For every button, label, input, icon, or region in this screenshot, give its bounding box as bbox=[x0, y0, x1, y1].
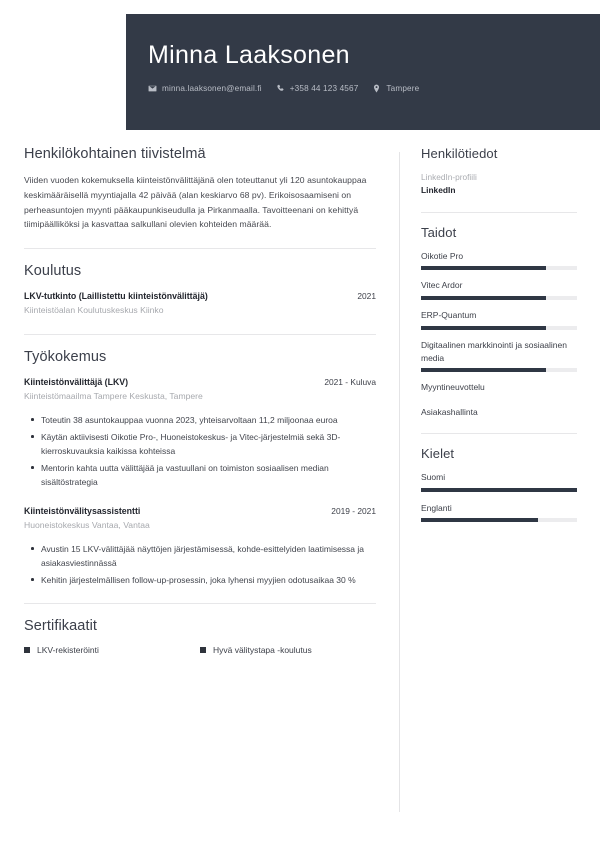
main-column bbox=[24, 146, 376, 655]
certificate-item bbox=[24, 645, 200, 655]
skill-label: Myyntineuvottelu bbox=[421, 382, 485, 393]
experience-entry-head bbox=[24, 376, 376, 389]
language-progress-bar bbox=[421, 488, 577, 492]
certificates-title: Sertifikaatit bbox=[24, 618, 98, 635]
divider bbox=[421, 433, 577, 434]
experience-bullet: Mentorin kahta uutta välittäjää ja vastuullani on toimiston sosiaalisen median sisältöstrategia bbox=[24, 461, 376, 489]
skill-item bbox=[421, 250, 577, 271]
section-summary bbox=[24, 146, 376, 232]
skill-item bbox=[421, 339, 577, 373]
education-entry-head bbox=[24, 290, 376, 303]
certificate-label: LKV-rekisteröinti bbox=[37, 645, 99, 656]
experience-company: Huoneistokeskus Vantaa, Vantaa bbox=[24, 520, 150, 531]
skill-progress-fill bbox=[421, 368, 546, 372]
experience-bullet: Kehitin järjestelmällisen follow-up-prosessin, joka lyhensi myyjien odotusaikaa 30 % bbox=[24, 573, 376, 587]
resume-header bbox=[126, 14, 600, 130]
skill-label: Digitaalinen markkinointi ja sosiaalinen media bbox=[421, 339, 567, 363]
skills-title: Taidot bbox=[421, 224, 457, 240]
language-label: Suomi bbox=[421, 471, 446, 482]
sidebar-column bbox=[421, 146, 577, 532]
contact-phone-text: +358 44 123 4567 bbox=[289, 84, 359, 93]
personal-info-label: LinkedIn-profiili bbox=[421, 172, 477, 182]
section-certificates bbox=[24, 618, 376, 655]
education-entry bbox=[24, 290, 376, 318]
education-title: Koulutus bbox=[24, 263, 82, 280]
experience-bullet: Toteutin 38 asuntokauppaa vuonna 2023, yhteisarvoltaan 11,2 miljoonaa euroa bbox=[24, 413, 376, 427]
divider bbox=[24, 334, 376, 335]
language-item bbox=[421, 471, 577, 492]
experience-title: Työkokemus bbox=[24, 349, 107, 366]
section-languages bbox=[421, 446, 577, 523]
section-skills bbox=[421, 225, 577, 419]
experience-bullets bbox=[24, 542, 376, 587]
section-education bbox=[24, 263, 376, 318]
skill-label: Vitec Ardor bbox=[421, 280, 463, 291]
certificate-item bbox=[200, 645, 376, 655]
skill-item bbox=[421, 279, 577, 300]
education-school: Kiinteistöalan Koulutuskeskus Kiinko bbox=[24, 305, 164, 316]
candidate-name: Minna Laaksonen bbox=[148, 41, 350, 69]
contact-row bbox=[148, 84, 600, 93]
skill-item bbox=[421, 309, 577, 330]
language-progress-fill bbox=[421, 518, 538, 522]
language-label: Englanti bbox=[421, 502, 452, 513]
certificates-grid bbox=[24, 645, 376, 655]
skill-label: Asiakashallinta bbox=[421, 407, 478, 418]
contact-email-text: minna.laaksonen@email.fi bbox=[162, 84, 262, 93]
skill-label: ERP-Quantum bbox=[421, 310, 477, 321]
divider bbox=[421, 212, 577, 213]
contact-phone[interactable] bbox=[276, 84, 359, 93]
experience-role: Kiinteistönvälitysassistentti bbox=[24, 506, 141, 517]
skill-item bbox=[421, 406, 577, 419]
skill-progress-fill bbox=[421, 296, 546, 300]
contact-email[interactable] bbox=[148, 84, 262, 93]
skill-progress-fill bbox=[421, 326, 546, 330]
language-item bbox=[421, 502, 577, 523]
language-progress-fill bbox=[421, 488, 577, 492]
skill-item bbox=[421, 381, 577, 394]
certificate-label: Hyvä välitystapa -koulutus bbox=[213, 645, 312, 656]
education-date: 2021 bbox=[357, 291, 376, 302]
personal-info-value[interactable]: LinkedIn bbox=[421, 185, 456, 196]
contact-location-text: Tampere bbox=[386, 84, 420, 93]
experience-role: Kiinteistönvälittäjä (LKV) bbox=[24, 377, 129, 388]
experience-entry bbox=[24, 505, 376, 587]
section-experience bbox=[24, 349, 376, 587]
personal-info-item bbox=[421, 171, 577, 198]
section-personal-info bbox=[421, 146, 577, 198]
location-pin-icon bbox=[372, 84, 381, 93]
divider bbox=[24, 248, 376, 249]
column-divider bbox=[399, 152, 400, 812]
experience-entry-head bbox=[24, 505, 376, 518]
square-bullet-icon bbox=[24, 647, 30, 653]
email-icon bbox=[148, 84, 157, 93]
square-bullet-icon bbox=[200, 647, 206, 653]
education-degree: LKV-tutkinto (Laillistettu kiinteistönvälittäjä) bbox=[24, 291, 208, 302]
divider bbox=[24, 603, 376, 604]
experience-bullets bbox=[24, 413, 376, 489]
skill-progress-bar bbox=[421, 266, 577, 270]
languages-title: Kielet bbox=[421, 445, 455, 461]
experience-company: Kiinteistömaailma Tampere Keskusta, Tampere bbox=[24, 391, 203, 402]
personal-info-title: Henkilötiedot bbox=[421, 146, 498, 161]
summary-title: Henkilökohtainen tiivistelmä bbox=[24, 146, 206, 162]
skill-label: Oikotie Pro bbox=[421, 250, 464, 261]
experience-bullet: Avustin 15 LKV-välittäjää näyttöjen järjestämisessä, kohde-esittelyiden laatimisessa ja asiakasviestinnässä bbox=[24, 542, 376, 570]
language-progress-bar bbox=[421, 518, 577, 522]
skill-progress-bar bbox=[421, 296, 577, 300]
skill-progress-bar bbox=[421, 326, 577, 330]
experience-entry bbox=[24, 376, 376, 489]
experience-date: 2019 - 2021 bbox=[331, 506, 376, 517]
phone-icon bbox=[276, 84, 285, 93]
experience-date: 2021 - Kuluva bbox=[324, 377, 376, 388]
contact-location[interactable] bbox=[372, 84, 419, 93]
summary-text: Viiden vuoden kokemuksella kiinteistönvälittäjänä olen toteuttanut yli 120 asuntokauppaa keskimääräisellä myyntiajalla 42 päivää (alan keskiarvo 68 pv). Erikoisosaamiseni on perheasuntojen myynti pääkaupunkiseudulla ja Pirkanmaalla. Tavoitteenani on kehittyä tiimipäälliköksi ja kasvattaa salkullani olevien kohteiden määrää. bbox=[24, 175, 367, 230]
experience-bullet: Käytän aktiivisesti Oikotie Pro-, Huoneistokeskus- ja Vitec-järjestelmiä sekä 3D-kierroskuvauksia kaikissa kohteissa bbox=[24, 430, 376, 458]
skill-progress-fill bbox=[421, 266, 546, 270]
skill-progress-bar bbox=[421, 368, 577, 372]
